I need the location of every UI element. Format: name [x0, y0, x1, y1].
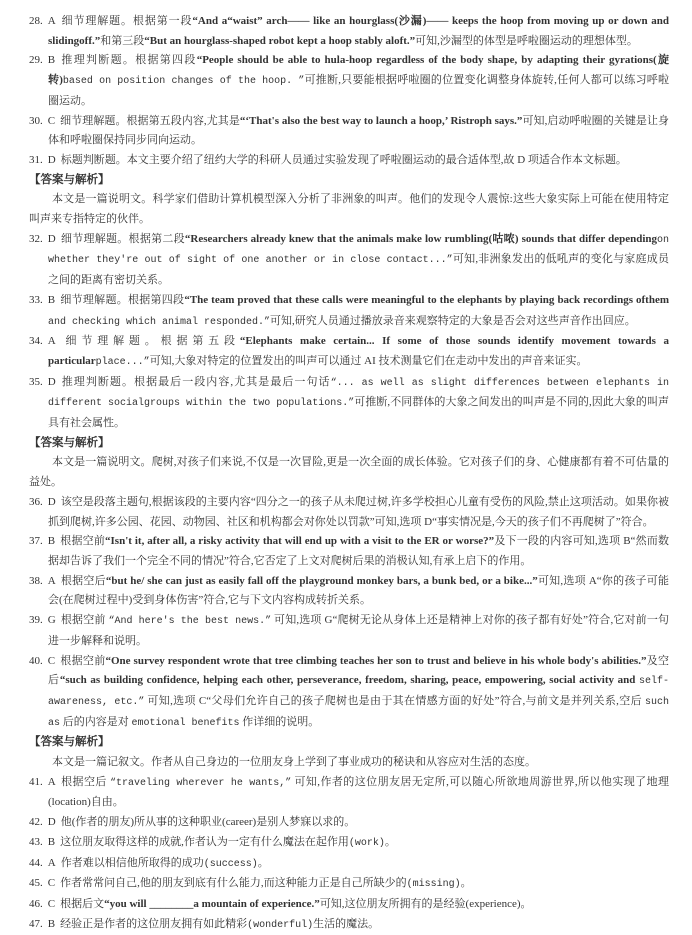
explanation-text: 及下一段的内容可知,选项 B“然而数据却告诉了我们一个完全不同的情况”符合,它否定了上文对爬树后果的消极认知,有承上启下的作用。	[48, 535, 669, 567]
explanation-text: 可知,非洲象发出的低吼声的变化与家庭成员之间的距离有密切关系。	[48, 253, 670, 287]
explanation-text: 及空后	[48, 654, 670, 687]
item-number: 41.	[29, 775, 43, 788]
explanation-text: 这位朋友取得这样的成就,作者认为一定有什么魔法在起作用	[60, 835, 349, 848]
explanation-text: “And a“waist” arch—— like an hourglass(沙漏)—— keeps the hoop from moving up or down and slidingoff.”	[48, 15, 669, 47]
item-number: 42.	[29, 816, 43, 829]
explanation-text: “but he/ she can just as easily fall off the playground monkey bars, a bunk bed, or a bike...”	[105, 574, 538, 587]
answer-item-30	[29, 112, 669, 151]
explanation-text: and checking which animal responded.”	[48, 316, 271, 328]
passage-summary: 本文是一篇记叙文。作者从自己身边的一位朋友身上学到了事业成功的秘诀和从容应对生活的态度。	[52, 756, 536, 769]
answer-item-35	[29, 373, 669, 434]
explanation-text: 推理判断题。根据第四段	[60, 54, 197, 67]
explanation-text: (wonderful)	[247, 919, 314, 931]
explanation-text: emotional benefits	[131, 717, 240, 729]
explanation-text: 可知,这位朋友所拥有的是经验(experience)。	[319, 897, 532, 910]
item-number: 37.	[29, 535, 43, 548]
explanation-text: 根据空前	[60, 654, 106, 667]
item-number: 47.	[29, 917, 43, 930]
explanation-text: 根据空前	[60, 614, 109, 627]
answer-letter: D	[47, 495, 56, 508]
answers-section-header: 【答案与解析】	[29, 173, 110, 186]
explanation-text: such as	[48, 696, 669, 729]
explanation-text: 细节理解题。根据第二段	[60, 232, 185, 245]
explanation-text: “People should be able to hula-hoop regardless of the body shape, by adapting their gyrations(旋转)	[48, 54, 669, 87]
answer-letter: A	[47, 335, 56, 348]
explanation-text: “... as well as slight differences between elephants in different socialgroups within the two populations.”	[48, 377, 670, 410]
explanation-text: self-awareness, etc.”	[48, 676, 669, 708]
explanation-text: 可知,研究人员通过播放录音来观察特定的大象是否会对这些声音作出回应。	[270, 314, 636, 327]
answer-item-34	[29, 332, 669, 372]
answer-letter: C	[47, 654, 56, 667]
answer-letter: B	[47, 293, 56, 306]
item-number: 33.	[29, 293, 43, 306]
answer-letter: B	[47, 835, 56, 848]
explanation-text: on whether they're out of sight of one another or in close contact...”	[48, 234, 670, 267]
item-number: 29.	[29, 54, 43, 67]
explanation-text: 可知,启动呼啦圈的关键是让身体和呼啦圈保持同步同向运动。	[48, 114, 669, 147]
explanation-text: 可知,选项 G“爬树无论从身体上还是精神上对你的孩子都有好处”符合,它对前一句进一步解释和说明。	[48, 614, 670, 647]
answer-letter: A	[47, 15, 56, 27]
explanation-text: 细节理解题。根据第五段	[60, 335, 240, 348]
answer-item-33	[29, 291, 669, 332]
explanation-text: “you will ________a mountain of experience.”	[104, 897, 320, 910]
item-number: 40.	[29, 654, 43, 667]
explanation-text: 可知,选项 A“你的孩子可能会(在爬树过程中)受到身体伤害”符合,它与下文内容构成转折关系。	[48, 574, 670, 607]
explanation-text: (work)	[348, 837, 385, 849]
answer-item-41	[29, 773, 669, 813]
explanation-text: 作者难以相信他所取得的成功	[60, 856, 204, 869]
item-number: 34.	[29, 335, 43, 348]
answer-item-37	[29, 532, 669, 571]
answer-item-47	[29, 915, 669, 935]
explanation-text: 标题判断题。本文主要介绍了纽约大学的科研人员通过实验发现了呼啦圈运动的最合适体型,故 D 项适合作本文标题。	[60, 153, 627, 166]
explanation-text: “Elephants make certain... If some of those sounds identify movement towards a particular	[48, 335, 670, 367]
answer-letter: C	[47, 114, 56, 127]
explanation-text: “But an hourglass-shaped robot kept a hoop stably aloft.”	[144, 34, 416, 47]
explanation-text: 可知,作者的这位朋友居无定所,可以随心所欲地周游世界,所以他实现了地理(location)自由。	[48, 775, 670, 809]
passage-summary: 本文是一篇说明文。科学家们借助计算机模型深入分析了非洲象的叫声。他们的发现令人震惊:这些大象实际上可能在使用特定叫声来专指特定的伙伴。	[29, 193, 669, 226]
item-number: 35.	[29, 375, 43, 388]
explanation-text: 可知,大象对特定的位置发出的叫声可以通过 AI 技术测量它们在走动中发出的声音来证实。	[149, 354, 588, 367]
explanation-text: based on position changes of the hoop. ”	[62, 76, 305, 88]
explanation-text: 细节理解题。根据第四段	[60, 293, 185, 306]
answer-letter: D	[47, 375, 56, 388]
answer-item-39	[29, 611, 669, 651]
answer-letter: D	[47, 232, 56, 245]
explanation-text: 经验正是作者的这位朋友拥有如此精彩	[60, 917, 248, 930]
item-number: 32.	[29, 232, 43, 245]
explanation-text: 可推断,不同群体的大象之间发出的叫声是不同的,因此大象的叫声具有社会属性。	[48, 396, 669, 430]
item-number: 39.	[29, 614, 43, 627]
explanation-text: 可知,沙漏型的体型是呼啦圈运动的理想体型。	[415, 34, 638, 47]
answer-letter: B	[47, 917, 56, 930]
answer-letter: D	[47, 153, 56, 166]
explanation-text: “traveling wherever he wants,”	[109, 777, 292, 789]
answer-letter: C	[47, 897, 56, 910]
item-number: 46.	[29, 897, 43, 910]
explanation-text: 和第三段	[100, 34, 145, 47]
item-number: 36.	[29, 495, 43, 508]
explanation-text: “One survey respondent wrote that tree climbing teaches her son to trust and believe in his whole body's abilities.”	[105, 654, 647, 667]
explanation-text: 可推断,只要能根据呼啦圈的位置变化调整身体旋转,任何人都可以练习呼啦圈运动。	[48, 74, 669, 107]
explanation-text: 可知,选项 C“父母们允许自己的孩子爬树也是由于其在情感方面的好处”符合,与前文是并列关系,空后	[144, 694, 645, 707]
explanation-text: “Isn't it, after all, a risky activity that will end up with a visit to the ER or worse?”	[105, 535, 495, 548]
explanation-text: 根据空后	[60, 574, 106, 587]
answer-item-43	[29, 833, 669, 854]
explanation-text: (success)	[203, 858, 258, 870]
explanation-text: 根据后文	[60, 897, 105, 910]
item-number: 45.	[29, 877, 43, 890]
answer-item-32	[29, 230, 669, 291]
explanation-text: 作者常常问自己,他的朋友到底有什么能力,而这种能力正是自己所缺少的	[60, 877, 407, 890]
explanation-text: “The team proved that these calls were meaningful to the elephants by playing back recordings ofthem	[184, 293, 669, 306]
answer-item-29	[29, 51, 669, 111]
answer-item-38	[29, 572, 669, 611]
explanation-text: 生活的魔法。	[313, 917, 380, 930]
explanation-text: 后的内容是对	[60, 715, 132, 728]
explanation-text: 细节理解题。根据第一段	[60, 15, 193, 27]
passage-summary: 本文是一篇说明文。爬树,对孩子们来说,不仅是一次冒险,更是一次全面的成长体验。它对孩子们的身、心健康都有着不可估量的益处。	[29, 456, 669, 489]
item-number: 43.	[29, 835, 43, 848]
answer-letter: B	[47, 54, 56, 67]
answer-item-45	[29, 874, 669, 895]
explanation-text: (missing)	[406, 879, 461, 891]
answer-letter: D	[47, 816, 56, 829]
answer-item-44	[29, 854, 669, 875]
item-number: 28.	[29, 15, 43, 27]
answer-letter: A	[47, 775, 56, 788]
explanation-text: 推理判断题。根据最后一段内容,尤其是最后一句话	[60, 375, 331, 388]
explanation-text: 细节理解题。根据第五段内容,尤其是	[60, 114, 240, 127]
explanation-text: “‘That's also the best way to launch a hoop,’ Ristroph says.”	[239, 114, 523, 127]
answer-item-31	[29, 151, 669, 171]
explanation-text: 根据空后	[60, 775, 110, 788]
answers-section-header: 【答案与解析】	[29, 436, 110, 449]
answer-item-42	[29, 813, 669, 833]
explanation-text: 根据空前	[60, 535, 106, 548]
explanation-text: 该空是段落主题句,根据该段的主要内容“四分之一的孩子从未爬过树,许多学校担心儿童有受伤的风险,禁止这项活动。如果你被抓到爬树,许多公园、花园、动物园、社区和机构都会对你处以罚款”可知,选项 D“事实情况是,今天的孩子们不再爬树了”符合。	[48, 495, 669, 528]
answer-letter: B	[47, 535, 56, 548]
item-number: 44.	[29, 856, 43, 869]
answer-item-36	[29, 493, 669, 532]
answers-section-header: 【答案与解析】	[29, 736, 110, 749]
explanation-text: 。	[384, 835, 396, 848]
answer-item-46	[29, 895, 669, 915]
explanation-text: 他(作者的朋友)所从事的这种职业(career)是别人梦寐以求的。	[60, 816, 356, 829]
explanation-text: 。	[257, 856, 269, 869]
explanation-text: 。	[460, 877, 472, 890]
item-number: 30.	[29, 114, 43, 127]
explanation-text: “And here's the best news.”	[108, 616, 272, 628]
answer-letter: G	[47, 614, 56, 627]
explanation-text: “Researchers already knew that the animals make low rumbling(咕哝) sounds that differ depending	[184, 232, 657, 245]
explanation-text: 作详细的说明。	[239, 715, 320, 728]
explanation-text: place...”	[95, 356, 150, 368]
answer-item-28	[29, 12, 669, 51]
explanation-text: “such as building confidence, helping each other, perseverance, freedom, sharing, peace, empowering, social activity and	[59, 674, 639, 687]
answer-letter: A	[47, 856, 56, 869]
item-number: 38.	[29, 574, 43, 587]
answer-item-40	[29, 652, 669, 734]
answer-letter: C	[47, 877, 56, 890]
answer-letter: A	[47, 574, 56, 587]
item-number: 31.	[29, 153, 43, 166]
